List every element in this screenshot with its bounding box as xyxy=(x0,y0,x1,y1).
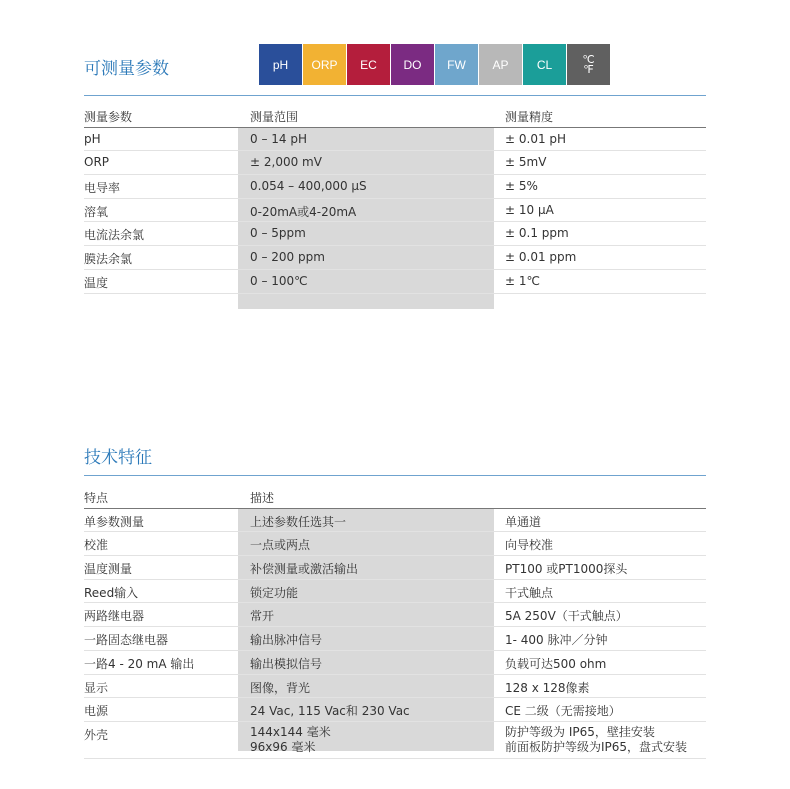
badge-orp: ORP xyxy=(303,44,346,85)
section-title-features: 技术特征 xyxy=(84,448,152,468)
row-detail: 干式触点 xyxy=(505,585,554,600)
parameter-badges xyxy=(259,44,610,85)
badge-ec: EC xyxy=(347,44,390,85)
table-row xyxy=(84,651,706,675)
row-detail: 单通道 xyxy=(505,514,542,529)
section-divider xyxy=(84,95,706,96)
section-title-parameters: 可测量参数 xyxy=(84,59,169,79)
table-row xyxy=(84,175,706,199)
detail-line: 前面板防护等级为IP65，盘式安装 xyxy=(505,739,688,754)
detail-line: 防护等级为 IP65，壁挂安装 xyxy=(505,724,655,739)
badge-do: DO xyxy=(391,44,434,85)
row-accuracy: ± 5mV xyxy=(505,155,547,170)
row-range: 0 – 200 ppm xyxy=(250,250,325,265)
row-detail: CE 二级（无需接地） xyxy=(505,704,621,719)
row-label: 外壳 xyxy=(84,727,109,742)
row-range: 0 – 5ppm xyxy=(250,226,306,241)
row-label: 一路4 - 20 mA 输出 xyxy=(84,656,195,671)
features-table xyxy=(84,485,706,759)
badge-ph: pH xyxy=(259,44,302,85)
description-line: 144x144 毫米 xyxy=(250,724,331,739)
table-row xyxy=(84,698,706,722)
row-accuracy: ± 1℃ xyxy=(505,273,540,288)
row-detail: 向导校准 xyxy=(505,538,554,553)
table-row xyxy=(84,532,706,556)
row-accuracy: ± 0.01 pH xyxy=(505,131,567,146)
row-accuracy: ± 0.1 ppm xyxy=(505,226,569,241)
table-row xyxy=(84,556,706,580)
row-label: 两路继电器 xyxy=(84,609,145,624)
row-accuracy: ± 10 µA xyxy=(505,202,554,217)
table-header-row xyxy=(84,104,706,128)
table-row xyxy=(84,509,706,533)
row-description: 输出脉冲信号 xyxy=(250,633,323,648)
row-detail xyxy=(505,725,687,755)
header-range: 测量范围 xyxy=(250,110,299,124)
row-label: 电导率 xyxy=(84,181,121,196)
badge-temperature xyxy=(567,44,610,85)
table-row xyxy=(84,246,706,270)
row-description: 一点或两点 xyxy=(250,538,311,553)
header-feature: 特点 xyxy=(84,491,109,505)
table-row xyxy=(84,222,706,246)
table-row xyxy=(84,627,706,651)
table-row xyxy=(84,603,706,627)
row-description: 上述参数任选其一 xyxy=(250,514,347,529)
row-detail: PT100 或PT1000探头 xyxy=(505,562,628,577)
row-description xyxy=(250,725,331,755)
header-parameter: 测量参数 xyxy=(84,110,133,124)
row-detail: 5A 250V（干式触点） xyxy=(505,609,628,624)
row-label: pH xyxy=(84,131,101,146)
table-row xyxy=(84,151,706,175)
section-divider xyxy=(84,475,706,476)
row-description: 锁定功能 xyxy=(250,585,299,600)
badge-cl: CL xyxy=(523,44,566,85)
table-row xyxy=(84,270,706,294)
row-range: 0-20mA或4-20mA xyxy=(250,204,357,219)
row-description: 补偿测量或激活输出 xyxy=(250,562,359,577)
row-label: 电源 xyxy=(84,704,109,719)
row-accuracy: ± 0.01 ppm xyxy=(505,250,577,265)
header-accuracy: 测量精度 xyxy=(505,110,554,124)
row-range: 0 – 14 pH xyxy=(250,131,307,146)
row-label: 一路固态继电器 xyxy=(84,633,169,648)
row-label: 单参数测量 xyxy=(84,514,145,529)
row-label: 校准 xyxy=(84,538,109,553)
row-description: 常开 xyxy=(250,609,275,624)
header-description: 描述 xyxy=(250,491,275,505)
badge-ap: AP xyxy=(479,44,522,85)
table-row xyxy=(84,580,706,604)
row-label: 显示 xyxy=(84,680,109,695)
parameters-table xyxy=(84,104,706,294)
row-description: 输出模拟信号 xyxy=(250,656,323,671)
row-label: 温度测量 xyxy=(84,562,133,577)
row-label: Reed输入 xyxy=(84,585,139,600)
badge-fw: FW xyxy=(435,44,478,85)
table-row xyxy=(84,199,706,223)
fahrenheit-icon: ℉ xyxy=(583,63,594,76)
row-label: 温度 xyxy=(84,275,109,290)
table-header-row xyxy=(84,485,706,509)
table-row-housing xyxy=(84,722,706,759)
celsius-icon: ℃ xyxy=(582,53,595,66)
table-row xyxy=(84,675,706,699)
row-description: 24 Vac, 115 Vac和 230 Vac xyxy=(250,704,410,719)
table-row xyxy=(84,128,706,152)
row-detail: 128 x 128像素 xyxy=(505,680,590,695)
description-line: 96x96 毫米 xyxy=(250,739,316,754)
row-range: 0.054 – 400,000 µS xyxy=(250,179,367,194)
row-description: 图像，背光 xyxy=(250,680,311,695)
row-detail: 1- 400 脉冲／分钟 xyxy=(505,633,608,648)
row-label: ORP xyxy=(84,155,110,170)
row-label: 膜法余氯 xyxy=(84,252,133,267)
row-label: 电流法余氯 xyxy=(84,228,145,243)
row-accuracy: ± 5% xyxy=(505,179,538,194)
row-range: ± 2,000 mV xyxy=(250,155,322,170)
row-label: 溶氧 xyxy=(84,204,109,219)
row-range: 0 – 100℃ xyxy=(250,273,308,288)
row-detail: 负载可达500 ohm xyxy=(505,656,607,671)
